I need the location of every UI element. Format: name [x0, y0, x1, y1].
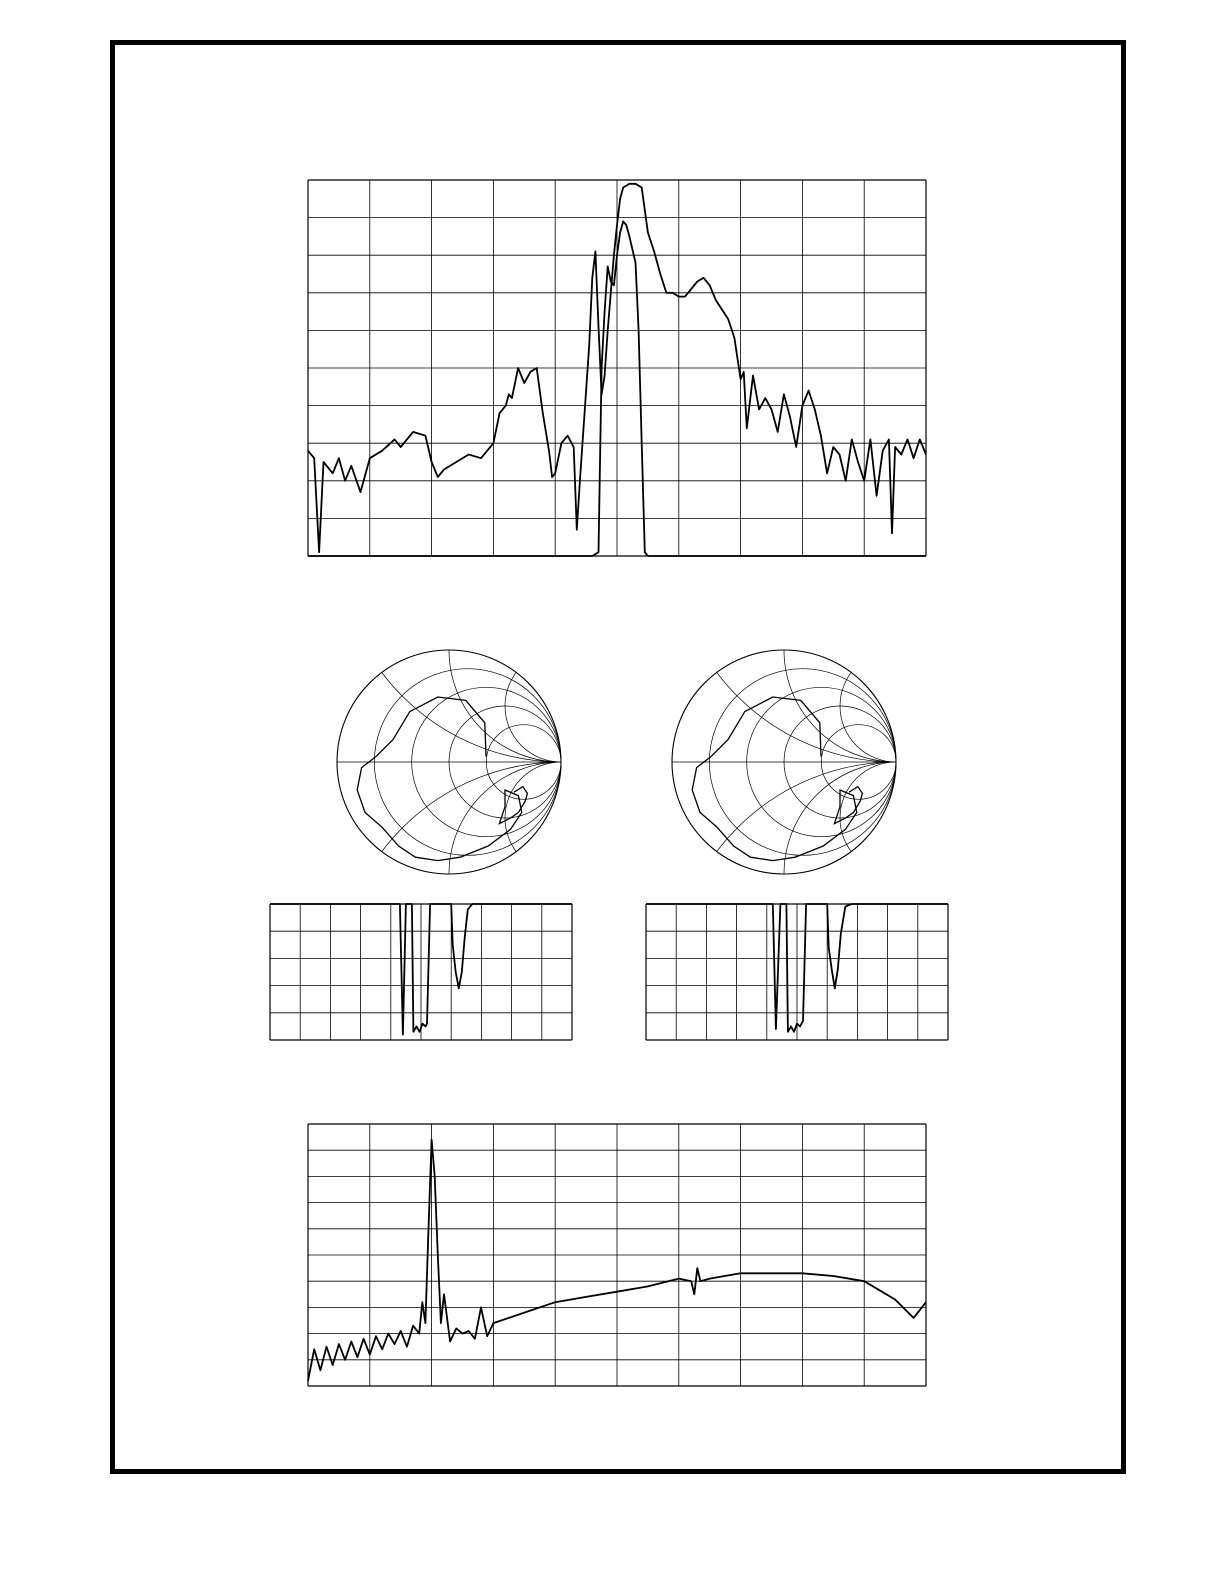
small-plot-left [270, 904, 572, 1040]
bottom-plot [308, 1124, 926, 1386]
top-transmission-plot [308, 180, 926, 556]
smith-chart-left [335, 648, 563, 876]
small-plot-right [646, 904, 948, 1040]
smith-chart-right [670, 648, 898, 876]
